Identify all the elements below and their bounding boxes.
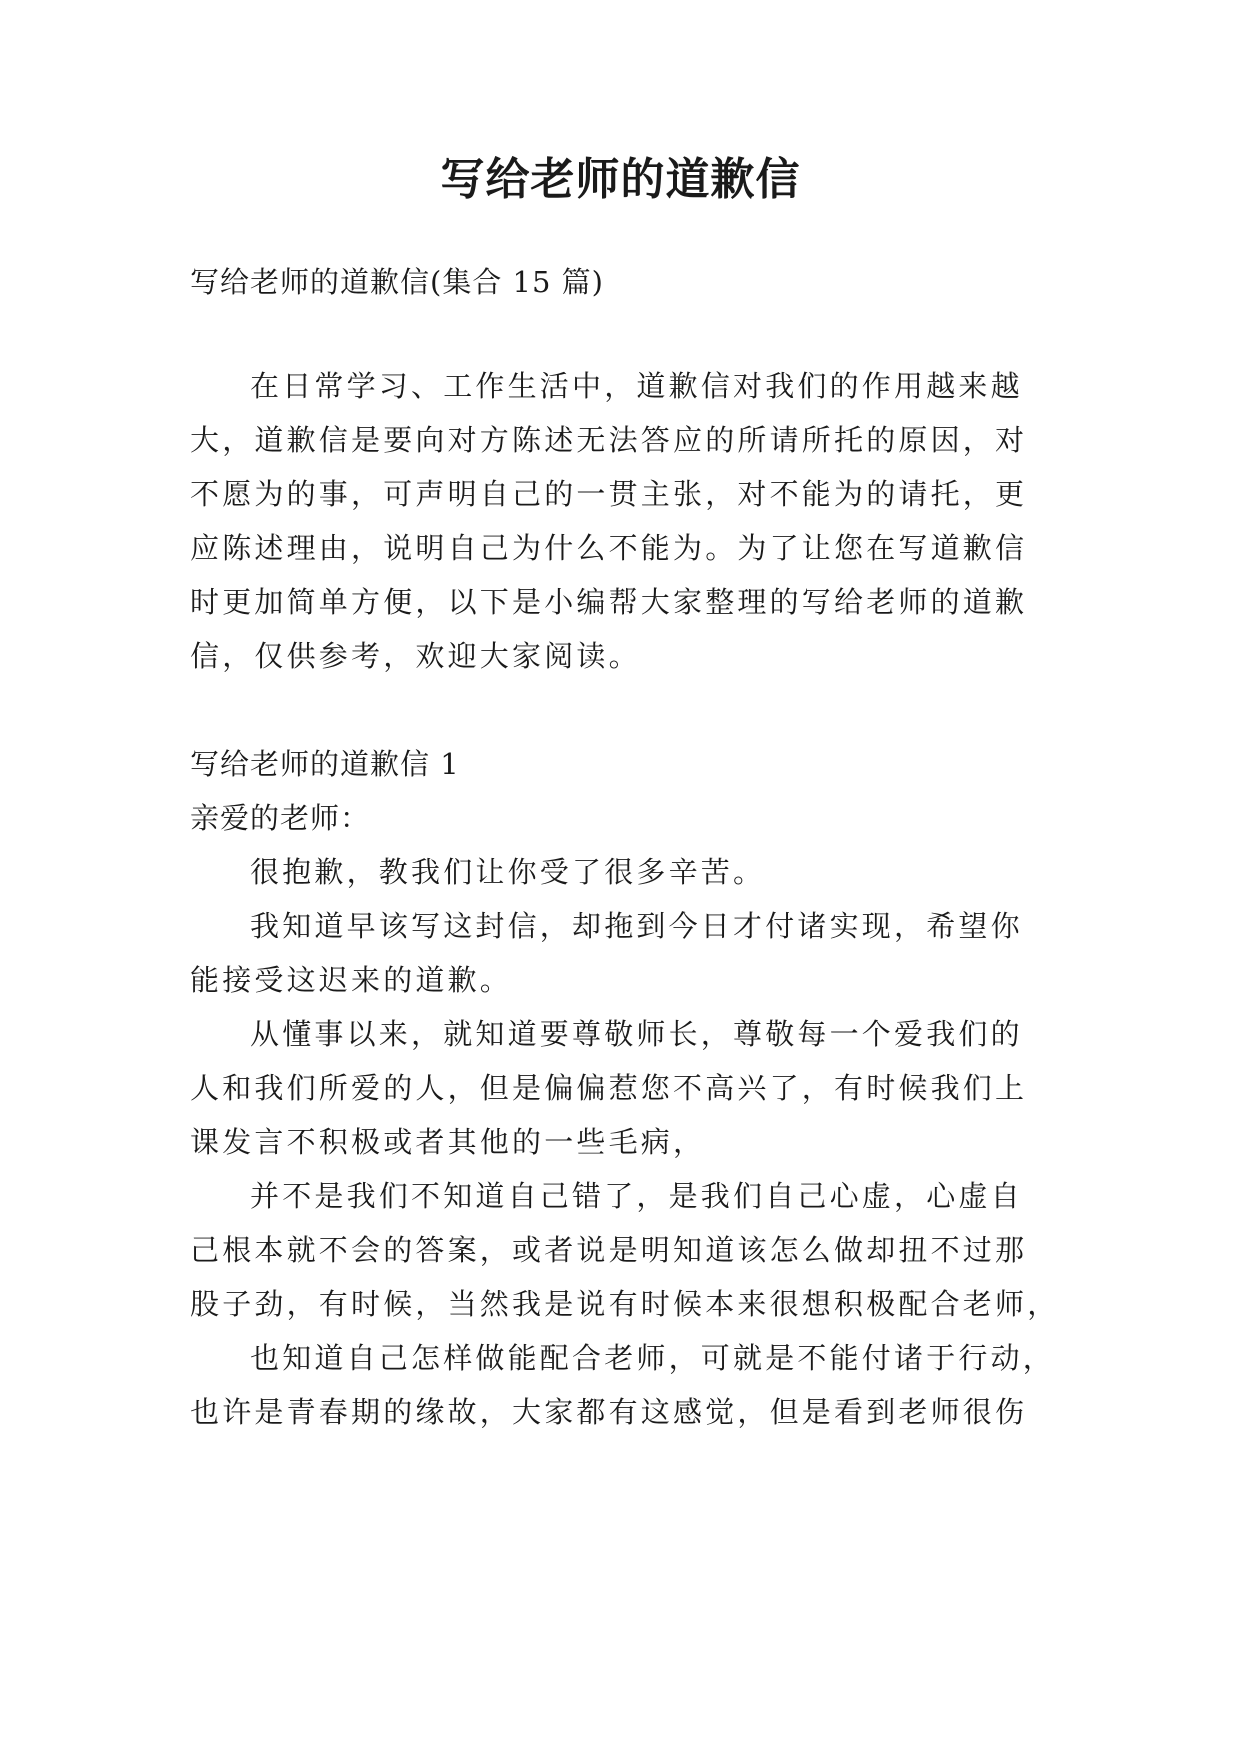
- body-line: 并不是我们不知道自己错了，是我们自己心虚，心虚自: [250, 1179, 1023, 1213]
- body-line: 也许是青春期的缘故，大家都有这感觉，但是看到老师很伤: [190, 1395, 1028, 1429]
- document-title: 写给老师的道歉信: [440, 154, 801, 205]
- body-line: 己根本就不会的答案，或者说是明知道该怎么做却扭不过那: [190, 1233, 1028, 1267]
- section-heading: 写给老师的道歉信 1: [190, 747, 460, 781]
- intro-line: 时更加简单方便，以下是小编帮大家整理的写给老师的道歉: [190, 585, 1028, 619]
- intro-line: 信，仅供参考，欢迎大家阅读。: [190, 639, 641, 673]
- body-line: 从懂事以来，就知道要尊敬师长，尊敬每一个爱我们的: [250, 1017, 1023, 1051]
- body-line: 也知道自己怎样做能配合老师，可就是不能付诸于行动，: [250, 1341, 1056, 1375]
- intro-line: 应陈述理由，说明自己为什么不能为。为了让您在写道歉信: [190, 531, 1028, 565]
- intro-line: 在日常学习、工作生活中，道歉信对我们的作用越来越: [250, 369, 1023, 403]
- body-line: 人和我们所爱的人，但是偏偏惹您不高兴了，有时候我们上: [190, 1071, 1028, 1105]
- body-line: 很抱歉，教我们让你受了很多辛苦。: [250, 855, 766, 889]
- salutation: 亲爱的老师：: [190, 801, 371, 835]
- intro-line: 不愿为的事，可声明自己的一贯主张，对不能为的请托，更: [190, 477, 1028, 511]
- document-subtitle: 写给老师的道歉信(集合 15 篇): [190, 265, 604, 299]
- intro-line: 大，道歉信是要向对方陈述无法答应的所请所托的原因，对: [190, 423, 1028, 457]
- body-line: 我知道早该写这封信，却拖到今日才付诸实现，希望你: [250, 909, 1023, 943]
- body-line: 课发言不积极或者其他的一些毛病，: [190, 1125, 706, 1159]
- body-line: 能接受这迟来的道歉。: [190, 963, 513, 997]
- body-line: 股子劲，有时候，当然我是说有时候本来很想积极配合老师，: [190, 1287, 1060, 1321]
